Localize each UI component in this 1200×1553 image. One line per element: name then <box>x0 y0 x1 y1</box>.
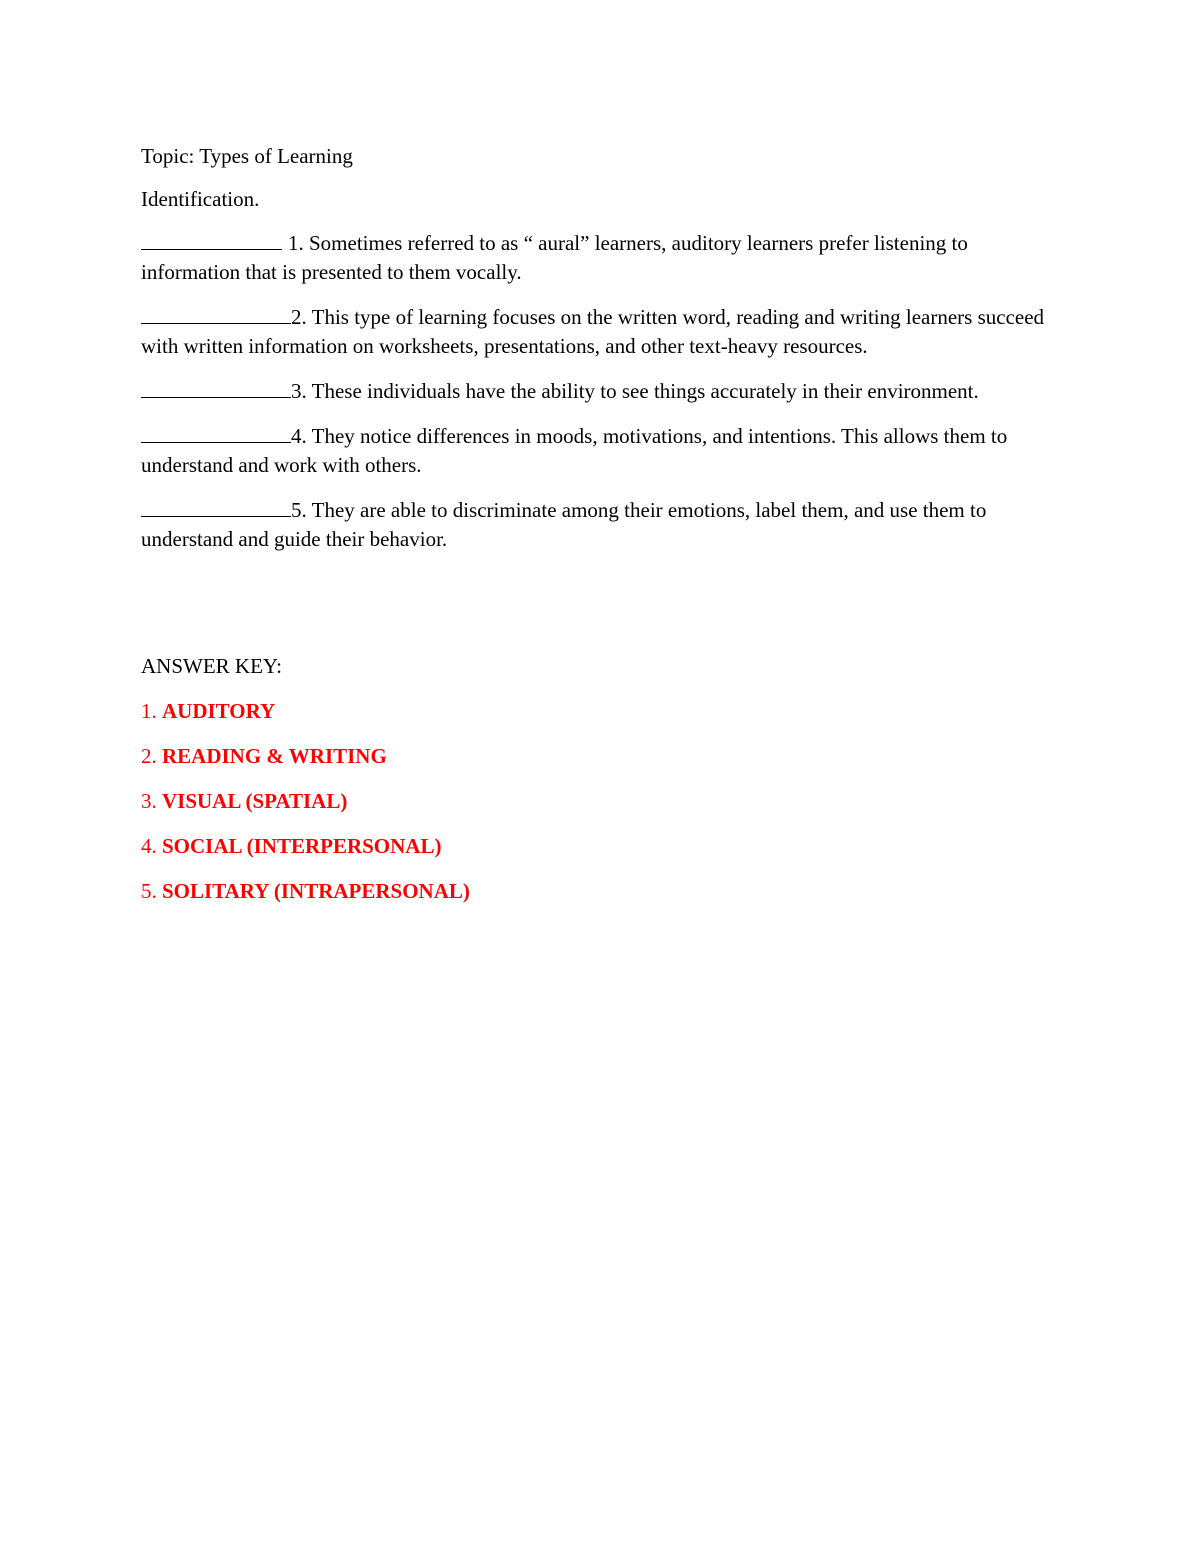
answer-text: SOCIAL (INTERPERSONAL) <box>162 834 442 858</box>
answer-item <box>141 877 1061 906</box>
answer-item <box>141 697 1061 726</box>
answer-text: SOLITARY (INTRAPERSONAL) <box>162 879 470 903</box>
question-text: This type of learning focuses on the written word, reading and writing learners succeed with written information on worksheets, presentations, and other text-heavy resources. <box>141 305 1045 358</box>
answer-number: 4. <box>141 834 157 858</box>
answer-number: 5. <box>141 879 157 903</box>
question-text: They notice differences in moods, motivations, and intentions. This allows them to understand and work with others. <box>141 424 1008 477</box>
answer-item <box>141 832 1061 861</box>
answer-item <box>141 787 1061 816</box>
question-item <box>141 302 1061 361</box>
question-number: 3. <box>291 379 307 403</box>
topic-heading: Topic: Types of Learning <box>141 144 353 168</box>
document-content <box>141 142 1061 922</box>
question-number: 4. <box>291 424 307 448</box>
answer-blank <box>141 228 282 250</box>
question-item <box>141 495 1061 554</box>
answer-text: READING & WRITING <box>162 744 387 768</box>
section-instruction: Identification. <box>141 187 260 211</box>
answer-item <box>141 742 1061 771</box>
answer-blank <box>141 302 291 324</box>
answer-number: 2. <box>141 744 157 768</box>
question-item <box>141 228 1061 287</box>
question-text: These individuals have the ability to see things accurately in their environment. <box>311 379 979 403</box>
answer-number: 1. <box>141 699 157 723</box>
question-item <box>141 376 1061 406</box>
answer-text: VISUAL (SPATIAL) <box>162 789 348 813</box>
answer-blank <box>141 495 291 517</box>
question-text: They are able to discriminate among their emotions, label them, and use them to understand and guide their behavior. <box>141 498 987 551</box>
answer-blank <box>141 421 291 443</box>
question-item <box>141 421 1061 480</box>
question-number: 1. <box>288 231 304 255</box>
question-number: 2. <box>291 305 307 329</box>
answer-number: 3. <box>141 789 157 813</box>
answer-text: AUDITORY <box>162 699 276 723</box>
answer-key-heading: ANSWER KEY: <box>141 654 282 678</box>
question-number: 5. <box>291 498 307 522</box>
answer-blank <box>141 376 291 398</box>
question-text: Sometimes referred to as “ aural” learners, auditory learners prefer listening to information that is presented to them vocally. <box>141 231 968 284</box>
